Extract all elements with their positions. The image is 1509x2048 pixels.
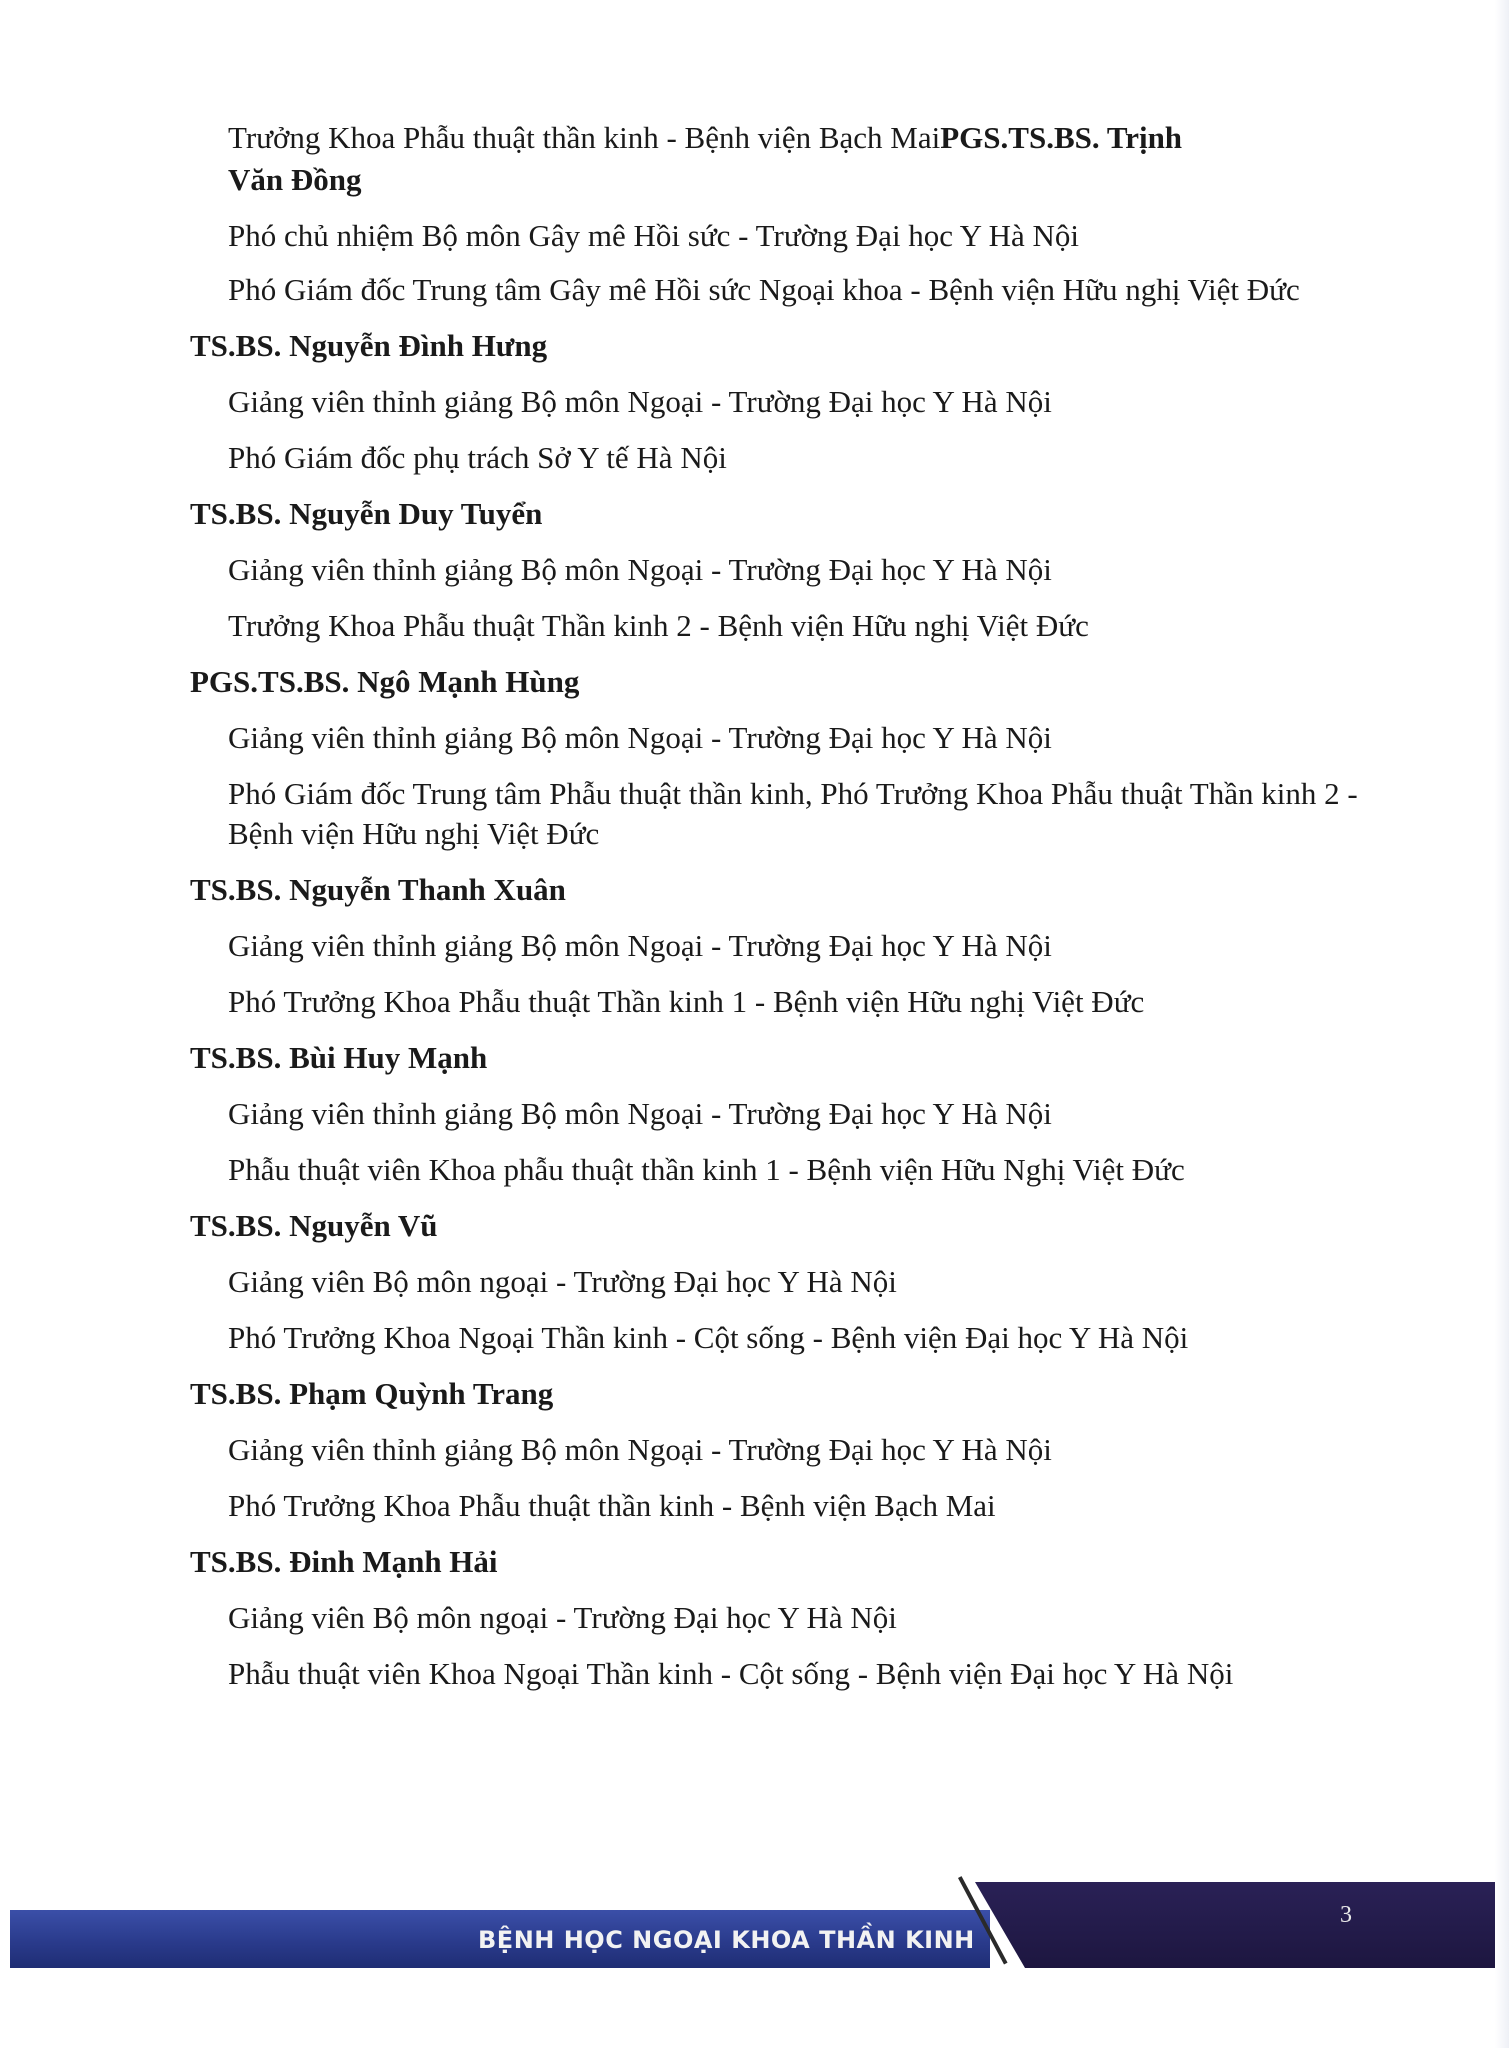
role-line: Giảng viên thỉnh giảng Bộ môn Ngoại - Trường Đại học Y Hà Nội (228, 552, 1052, 587)
footer-dark-panel (975, 1882, 1495, 1968)
role-line: Giảng viên Bộ môn ngoại - Trường Đại học Y Hà Nội (228, 1600, 897, 1635)
person-entry (190, 1038, 1360, 1190)
page-edge-shadow (1495, 0, 1509, 2048)
role-line: Phó Trưởng Khoa Phẫu thuật thần kinh - Bệnh viện Bạch Mai (228, 1488, 996, 1523)
role-line: Phó Trưởng Khoa Ngoại Thần kinh - Cột sống - Bệnh viện Đại học Y Hà Nội (228, 1320, 1189, 1355)
person-entry (190, 1206, 1360, 1358)
person-entry (190, 1542, 1360, 1694)
role-line: Giảng viên thỉnh giảng Bộ môn Ngoại - Trường Đại học Y Hà Nội (228, 720, 1052, 755)
role-line: Phó Giám đốc Trung tâm Phẫu thuật thần kinh, Phó Trưởng Khoa Phẫu thuật Thần kinh 2 - Bệnh viện Hữu nghị Việt Đức (228, 776, 1358, 851)
role-line: Phẫu thuật viên Khoa Ngoại Thần kinh - Cột sống - Bệnh viện Đại học Y Hà Nội (228, 1656, 1234, 1691)
role-line: Giảng viên thỉnh giảng Bộ môn Ngoại - Trường Đại học Y Hà Nội (228, 384, 1052, 419)
role-line: Giảng viên thỉnh giảng Bộ môn Ngoại - Trường Đại học Y Hà Nội (228, 1432, 1052, 1467)
role-line: Phó Giám đốc Trung tâm Gây mê Hồi sức Ngoại khoa - Bệnh viện Hữu nghị Việt Đức (228, 272, 1300, 307)
intro-line-1 (190, 118, 1360, 158)
person-entry (190, 662, 1360, 854)
role-line: Phó Trưởng Khoa Phẫu thuật Thần kinh 1 - Bệnh viện Hữu nghị Việt Đức (228, 984, 1145, 1019)
role-line: Trưởng Khoa Phẫu thuật Thần kinh 2 - Bệnh viện Hữu nghị Việt Đức (228, 608, 1089, 643)
person-name: TS.BS. Nguyễn Vũ (190, 1208, 438, 1243)
intro-name-part-2: Văn Đồng (228, 162, 362, 197)
role-line: Giảng viên thỉnh giảng Bộ môn Ngoại - Trường Đại học Y Hà Nội (228, 1096, 1052, 1131)
person-entry (190, 870, 1360, 1022)
person-entry (190, 494, 1360, 646)
page-number: 3 (1340, 1902, 1352, 1928)
person-name: TS.BS. Đinh Mạnh Hải (190, 1544, 498, 1579)
person-name: TS.BS. Bùi Huy Mạnh (190, 1040, 488, 1075)
intro-name-part-1: PGS.TS.BS. Trịnh (940, 120, 1183, 155)
intro-prefix-text: Trưởng Khoa Phẫu thuật thần kinh - Bệnh viện Bạch Mai (228, 120, 941, 155)
person-entry (190, 326, 1360, 478)
person-name: PGS.TS.BS. Ngô Mạnh Hùng (190, 664, 580, 699)
role-line: Phẫu thuật viên Khoa phẫu thuật thần kinh 1 - Bệnh viện Hữu Nghị Việt Đức (228, 1152, 1185, 1187)
author-list (190, 118, 1360, 1710)
role-line: Phó Giám đốc phụ trách Sở Y tế Hà Nội (228, 440, 727, 475)
footer-banner (0, 1882, 1509, 1972)
person-name: TS.BS. Nguyễn Thanh Xuân (190, 872, 566, 907)
role-line: Phó chủ nhiệm Bộ môn Gây mê Hồi sức - Trường Đại học Y Hà Nội (228, 218, 1080, 253)
person-name: TS.BS. Nguyễn Đình Hưng (190, 328, 548, 363)
role-line: Giảng viên Bộ môn ngoại - Trường Đại học Y Hà Nội (228, 1264, 897, 1299)
footer-book-title: BỆNH HỌC NGOẠI KHOA THẦN KINH (478, 1926, 975, 1954)
person-name: TS.BS. Phạm Quỳnh Trang (190, 1376, 554, 1411)
role-line: Giảng viên thỉnh giảng Bộ môn Ngoại - Trường Đại học Y Hà Nội (228, 928, 1052, 963)
person-name: TS.BS. Nguyễn Duy Tuyển (190, 496, 543, 531)
person-entry (190, 1374, 1360, 1526)
